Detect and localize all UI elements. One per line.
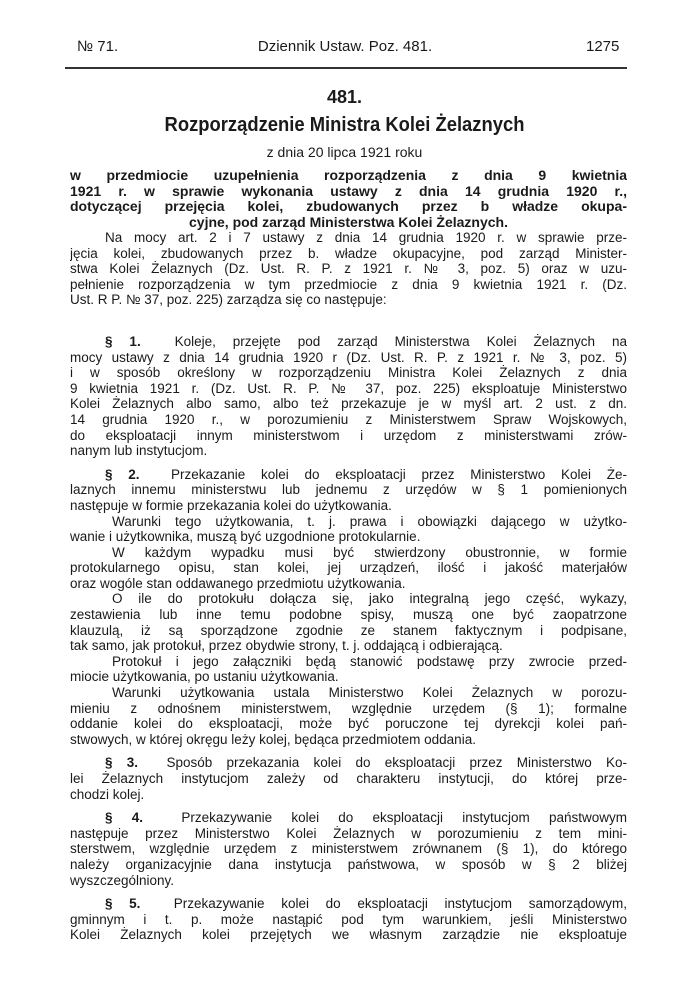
text-line: następuje w formie przekazania kolei do użytkowania. bbox=[70, 497, 392, 513]
text-line: W każdym wypadku musi być stwierdzony obustronnie, w formie bbox=[112, 544, 627, 560]
text-line bbox=[70, 896, 627, 912]
text-line: Kolei Żelaznych albo samo, albo też przekazuje je w myśl art. 2 ust. z dn. bbox=[70, 396, 627, 412]
text-line: mocy ustawy z dnia 14 grudnia 1920 r (Dz. Ust. R. P. z 1921 r. № 3, poz. 5) bbox=[70, 349, 627, 365]
text-line: należy organizacyjnie dana instytucja państwowa, w sposób w § 2 bliżej bbox=[70, 856, 627, 872]
line-text: Przekazanie kolei do eksploatacji przez Ministerstwo Kolei Że- bbox=[170, 466, 627, 482]
section-mark: § 1. bbox=[105, 333, 141, 349]
paragraph bbox=[70, 685, 627, 747]
text-line: stwowych, w której okręgu leży kolej, będąca przedmiotem oddania. bbox=[70, 731, 476, 747]
text-line: oraz wogóle stan oddawanego przedmiotu użytkowania. bbox=[70, 575, 406, 591]
document-body bbox=[70, 230, 627, 951]
section-4 bbox=[70, 810, 627, 888]
text-line: laznych innemu ministerstwu lub jednemu z urzędów w § 1 pomienionych bbox=[70, 482, 627, 498]
line-text: Sposób przekazania kolei do eksploatacji przez Ministerstwo Ko- bbox=[166, 755, 627, 771]
section-mark: § 3. bbox=[105, 755, 138, 771]
text-line: O ile do protokułu dołącza się, jako integralną jego część, wykazy, bbox=[112, 591, 627, 607]
act-date: z dnia 20 lipca 1921 roku bbox=[266, 144, 423, 160]
text-line bbox=[70, 755, 627, 771]
text-line bbox=[70, 810, 627, 826]
text-line: pełnienie rozporządzenia w tym przedmiocie z dnia 9 kwietnia 1921 r. (Dz. bbox=[70, 276, 627, 292]
subtitle-line: dotyczącej przejęcia kolei, zbudowanych przez b władze okupa- bbox=[70, 199, 627, 214]
subtitle-line: cyjne, pod zarząd Ministerstwa Kolei Żelaznych. bbox=[189, 214, 508, 230]
paragraph bbox=[70, 514, 627, 545]
line-text: Przekazywanie kolei do eksploatacji instytucjom samorządowym, bbox=[173, 896, 627, 912]
text-line: lei Żelaznych instytucjom zależy od charakteru instytucji, do której prze- bbox=[70, 771, 627, 786]
text-line: nanym lub instytucjom. bbox=[70, 443, 208, 459]
section-3 bbox=[70, 755, 627, 802]
text-line: miocie użytkowania, po ustaniu użytkowania. bbox=[70, 669, 339, 685]
act-number: 481. bbox=[326, 87, 363, 107]
text-line: Na mocy art. 2 i 7 ustawy z dnia 14 grudnia 1920 r. w sprawie prze- bbox=[105, 230, 627, 245]
preamble bbox=[70, 230, 627, 308]
text-line: jęcia kolei, zbudowanych przez b. władze okupacyjne, pod zarząd Minister- bbox=[70, 245, 627, 261]
section-mark: § 4. bbox=[105, 810, 143, 826]
section-mark: § 5. bbox=[105, 896, 141, 912]
text-line: Protokuł i jego załączniki będą stanowić podstawę przy zwrocie przed- bbox=[112, 653, 627, 669]
text-line: Ust. R P. № 37, poz. 225) zarządza się co następuje: bbox=[70, 292, 387, 308]
text-line: wyszczególniony. bbox=[70, 872, 175, 888]
text-line: tak samo, jak protokuł, przez obydwie strony, t. j. oddającą i odbierającą. bbox=[70, 638, 503, 654]
subtitle-line: 1921 r. w sprawie wykonania ustawy z dnia 14 grudnia 1920 r., bbox=[70, 183, 627, 199]
text-line bbox=[70, 334, 627, 350]
text-line: mieniu z odnośnem ministerstwem, względnie urzędem (§ 1); formalne bbox=[70, 700, 627, 716]
header-rule bbox=[65, 67, 627, 69]
text-line bbox=[70, 467, 627, 483]
running-header: Dziennik Ustaw. Poz. 481. bbox=[257, 38, 433, 55]
paragraph bbox=[70, 654, 627, 685]
text-line: stwa Kolei Żelaznych (Dz. Ust. R. P. z 1921 r. № 3, poz. 5) oraz w uzu- bbox=[70, 261, 627, 277]
act-subtitle bbox=[70, 168, 627, 230]
text-line: zestawienia lub inne temu podobne spisy, muszą one być zaopatrzone bbox=[70, 607, 627, 623]
subtitle-line: w przedmiocie uzupełnienia rozporządzenia z dnia 9 kwietnia bbox=[70, 168, 627, 183]
section-mark: § 2. bbox=[105, 466, 140, 482]
text-line: sterstwem, względnie urzędem z ministerstwem zrównanem (§ 1), do którego bbox=[70, 841, 627, 857]
text-line: Warunki tego użytkowania, t. j. prawa i obowiązki dającego w użytko- bbox=[112, 513, 627, 529]
section-1 bbox=[70, 334, 627, 459]
text-line: Kolei Żelaznych kolei przejętych we własnym zarządzie nie eksploatuje bbox=[70, 927, 627, 943]
text-line: Warunki użytkowania ustala Ministerstwo Kolei Żelaznych w porozu- bbox=[112, 685, 627, 701]
act-title: Rozporządzenie Ministra Kolei Żelaznych bbox=[164, 114, 525, 136]
text-line: następuje przez Ministerstwo Kolei Żelaznych w porozumieniu z tem mini- bbox=[70, 825, 627, 841]
line-text: Przekazywanie kolei do eksploatacji instytucjom państwowym bbox=[181, 810, 627, 826]
text-line: 14 grudnia 1920 r., w porozumieniu z Ministerstwem Spraw Wojskowych, bbox=[70, 411, 627, 427]
text-line: protokularnego opisu, stan kolei, jej urządzeń, ilość i jakość materjałów bbox=[70, 560, 627, 576]
text-line: i w sposób określony w rozporządzeniu Ministra Kolei Żelaznych z dnia bbox=[70, 365, 627, 381]
text-line: oddanie kolei do eksploatacji, może być poruczone tej dyrekcji kolei pań- bbox=[70, 716, 627, 732]
text-line: klauzulą, iż są sporządzone zgodnie ze stanem faktycznym i podpisane, bbox=[70, 622, 627, 638]
section-5 bbox=[70, 896, 627, 943]
page-number: 1275 bbox=[586, 38, 620, 55]
text-line: wanie i użytkownika, muszą być uzgodnione protokularnie. bbox=[70, 529, 421, 545]
text-line: gminnym i t. p. może nastąpić pod tym warunkiem, jeśli Ministerstwo bbox=[70, 911, 627, 927]
paragraph bbox=[70, 545, 627, 592]
text-line: 9 kwietnia 1921 r. (Dz. Ust. R. P. № 37, poz. 225) eksploatuje Ministerstwo bbox=[70, 380, 627, 396]
text-line: chodzi kolej. bbox=[70, 786, 145, 802]
section-2 bbox=[70, 467, 627, 514]
paragraph bbox=[70, 591, 627, 653]
line-text: Koleje, przejęte pod zarząd Ministerstwa Kolei Żelaznych na bbox=[174, 333, 627, 349]
text-line: do eksploatacji innym ministerstwom i urzędom z ministerstwami zrów- bbox=[70, 427, 627, 443]
issue-number: № 71. bbox=[77, 38, 119, 55]
